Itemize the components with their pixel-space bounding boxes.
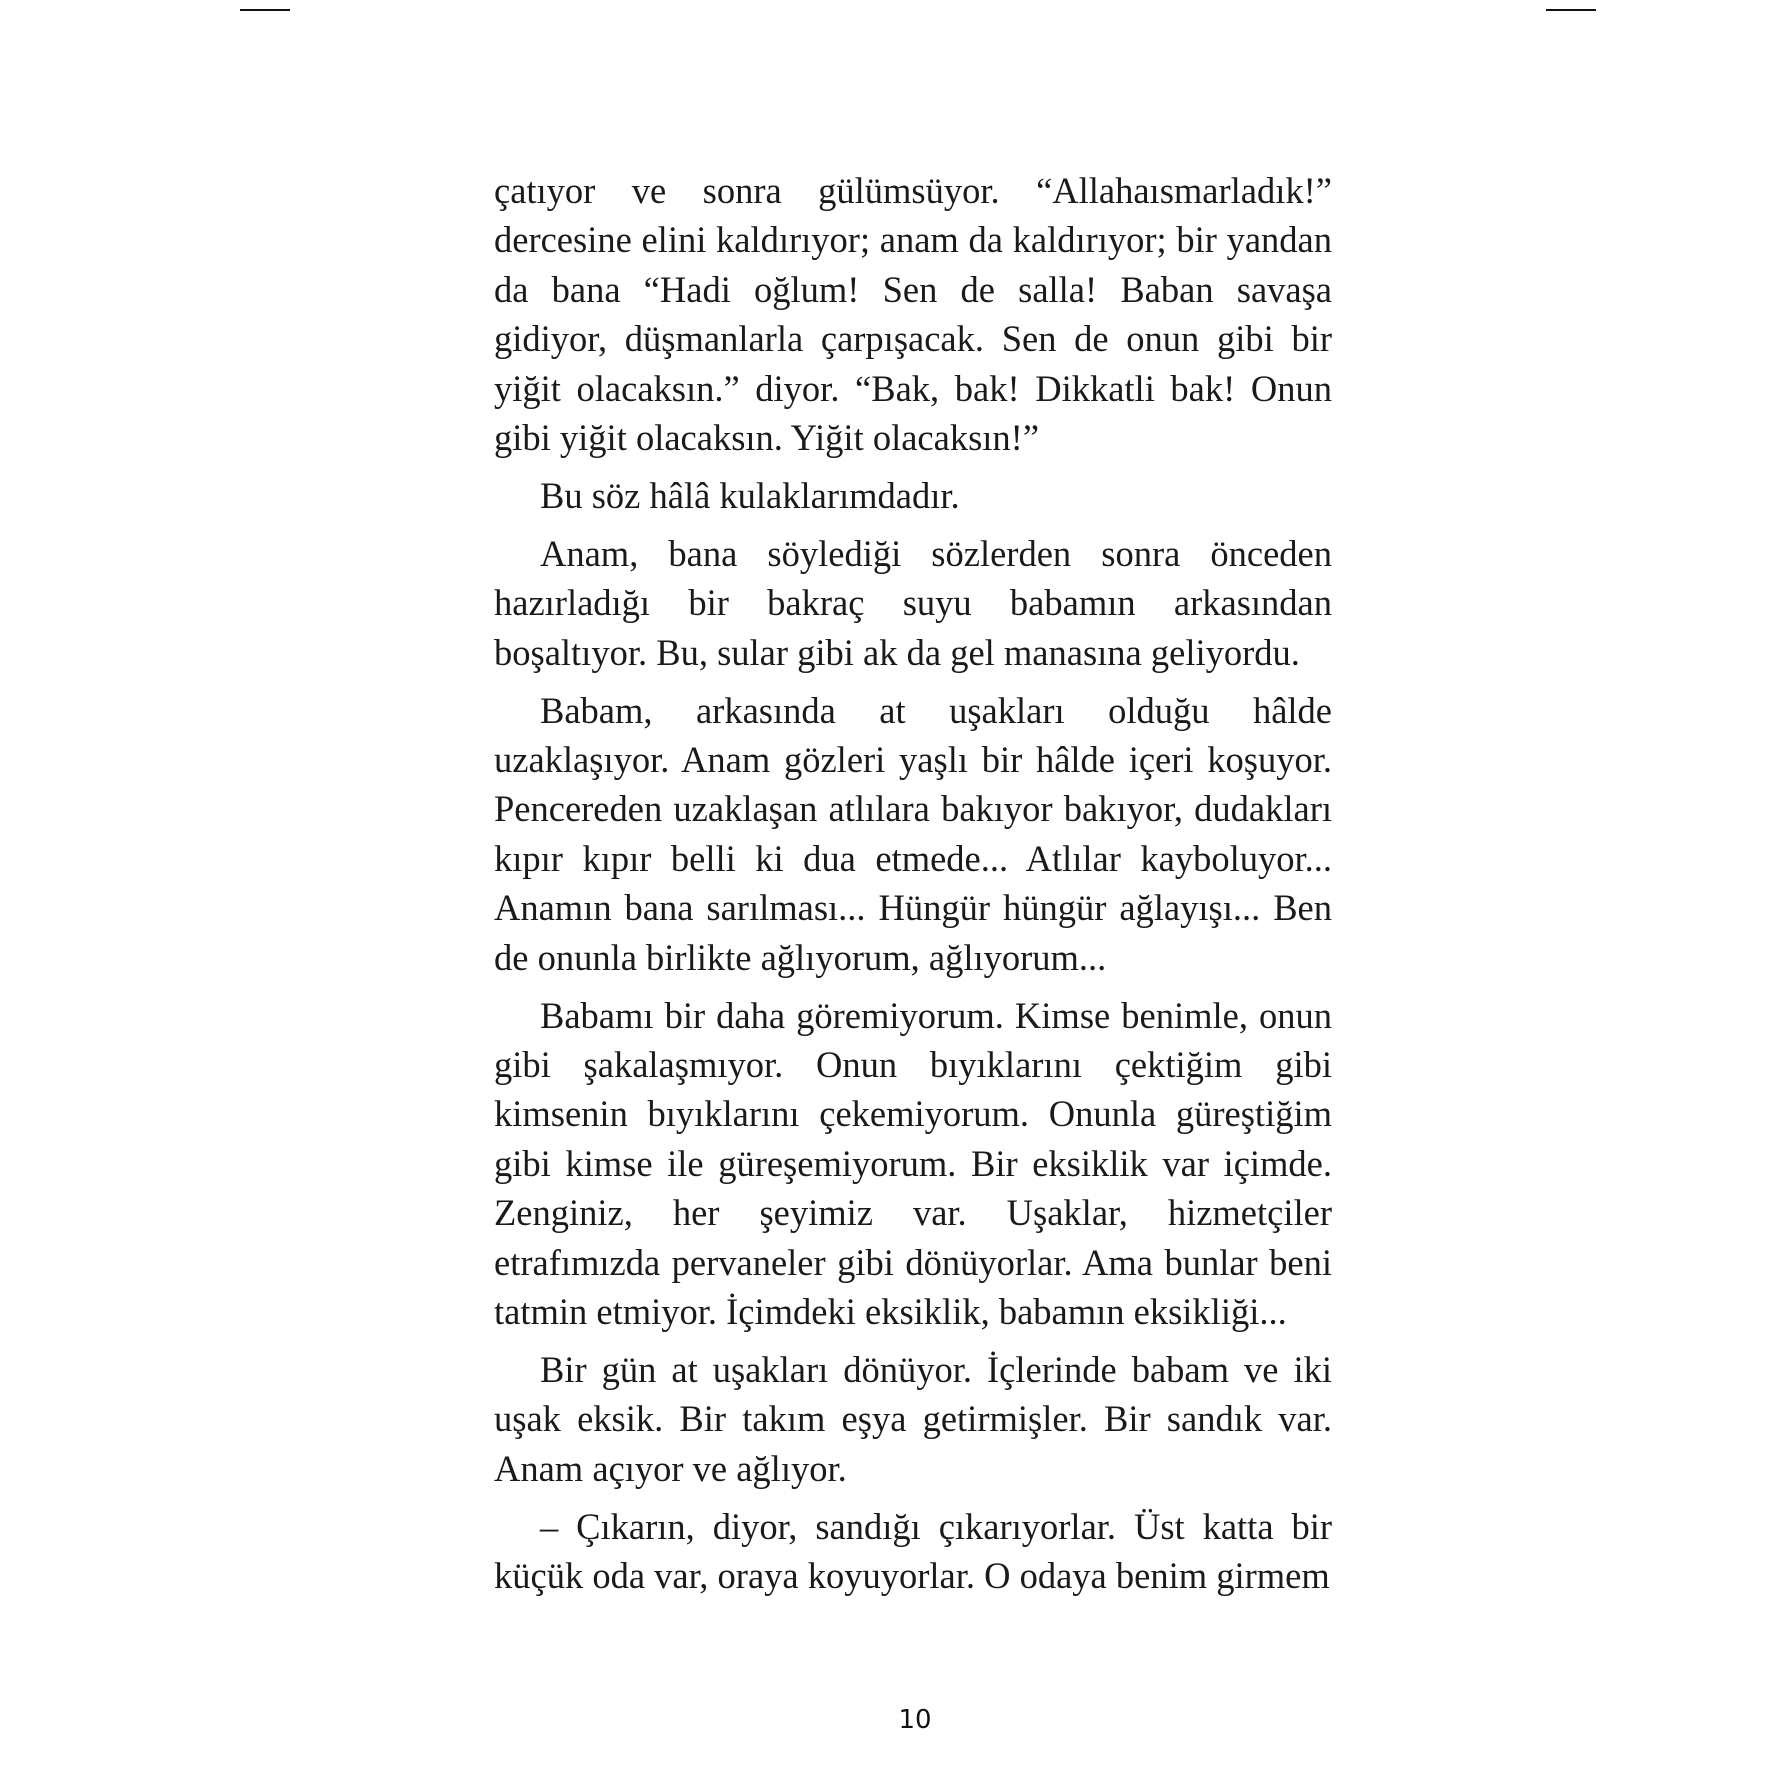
page-number: 10 bbox=[898, 1705, 932, 1735]
paragraph-5: Babamı bir daha göremiyorum. Kimse benimle, onun gibi şakalaşmıyor. Onun bıyıklarını çektiğim gibi kimsenin bıyıklarını çekemiyorum. Onunla güreştiğim gibi kimse ile güreşemiyorum. Bir eksiklik var içimde. Zenginiz, her şeyimiz var. Uşaklar, hizmetçiler etrafımızda pervaneler gibi dönüyorlar. Ama bunlar beni tatmin etmiyor. İçimdeki eksiklik, babamın eksikliği... bbox=[494, 994, 1332, 1332]
crop-mark-right bbox=[1546, 9, 1596, 11]
page-body-text bbox=[494, 166, 1332, 1609]
paragraph-2: Bu söz hâlâ kulaklarımdadır. bbox=[540, 474, 960, 516]
crop-mark-left bbox=[240, 9, 290, 11]
paragraph-4: Babam, arkasında at uşakları olduğu hâlde uzaklaşıyor. Anam gözleri yaşlı bir hâlde içeri koşuyor. Pencereden uzaklaşan atlılara bakıyor bakıyor, dudakları kıpır kıpır belli ki dua etmede... Atlılar kayboluyor... Anamın bana sarılması... Hüngür hüngür ağlayışı... Ben de onunla birlikte ağlıyorum, ağlıyorum... bbox=[494, 689, 1332, 978]
paragraph-1: çatıyor ve sonra gülümsüyor. “Allahaısmarladık!” dercesine elini kaldırıyor; anam da kaldırıyor; bir yandan da bana “Hadi oğlum! Sen de salla! Baban savaşa gidiyor, düşmanlarla çarpışacak. Sen de onun gibi bir yiğit olacaksın.” diyor. “Bak, bak! Dikkatli bak! Onun gibi yiğit olacaksın. Yiğit olacaksın!” bbox=[494, 170, 1332, 459]
paragraph-7: – Çıkarın, diyor, sandığı çıkarıyorlar. Üst katta bir küçük oda var, oraya koyuyorlar. O odaya benim girmem bbox=[494, 1505, 1332, 1596]
paragraph-6: Bir gün at uşakları dönüyor. İçlerinde babam ve iki uşak eksik. Bir takım eşya getirmişler. Bir sandık var. Anam açıyor ve ağlıyor. bbox=[494, 1348, 1332, 1489]
paragraph-3: Anam, bana söylediği sözlerden sonra önceden hazırladığı bir bakraç suyu babamın arkasından boşaltıyor. Bu, sular gibi ak da gel manasına geliyordu. bbox=[494, 532, 1332, 673]
